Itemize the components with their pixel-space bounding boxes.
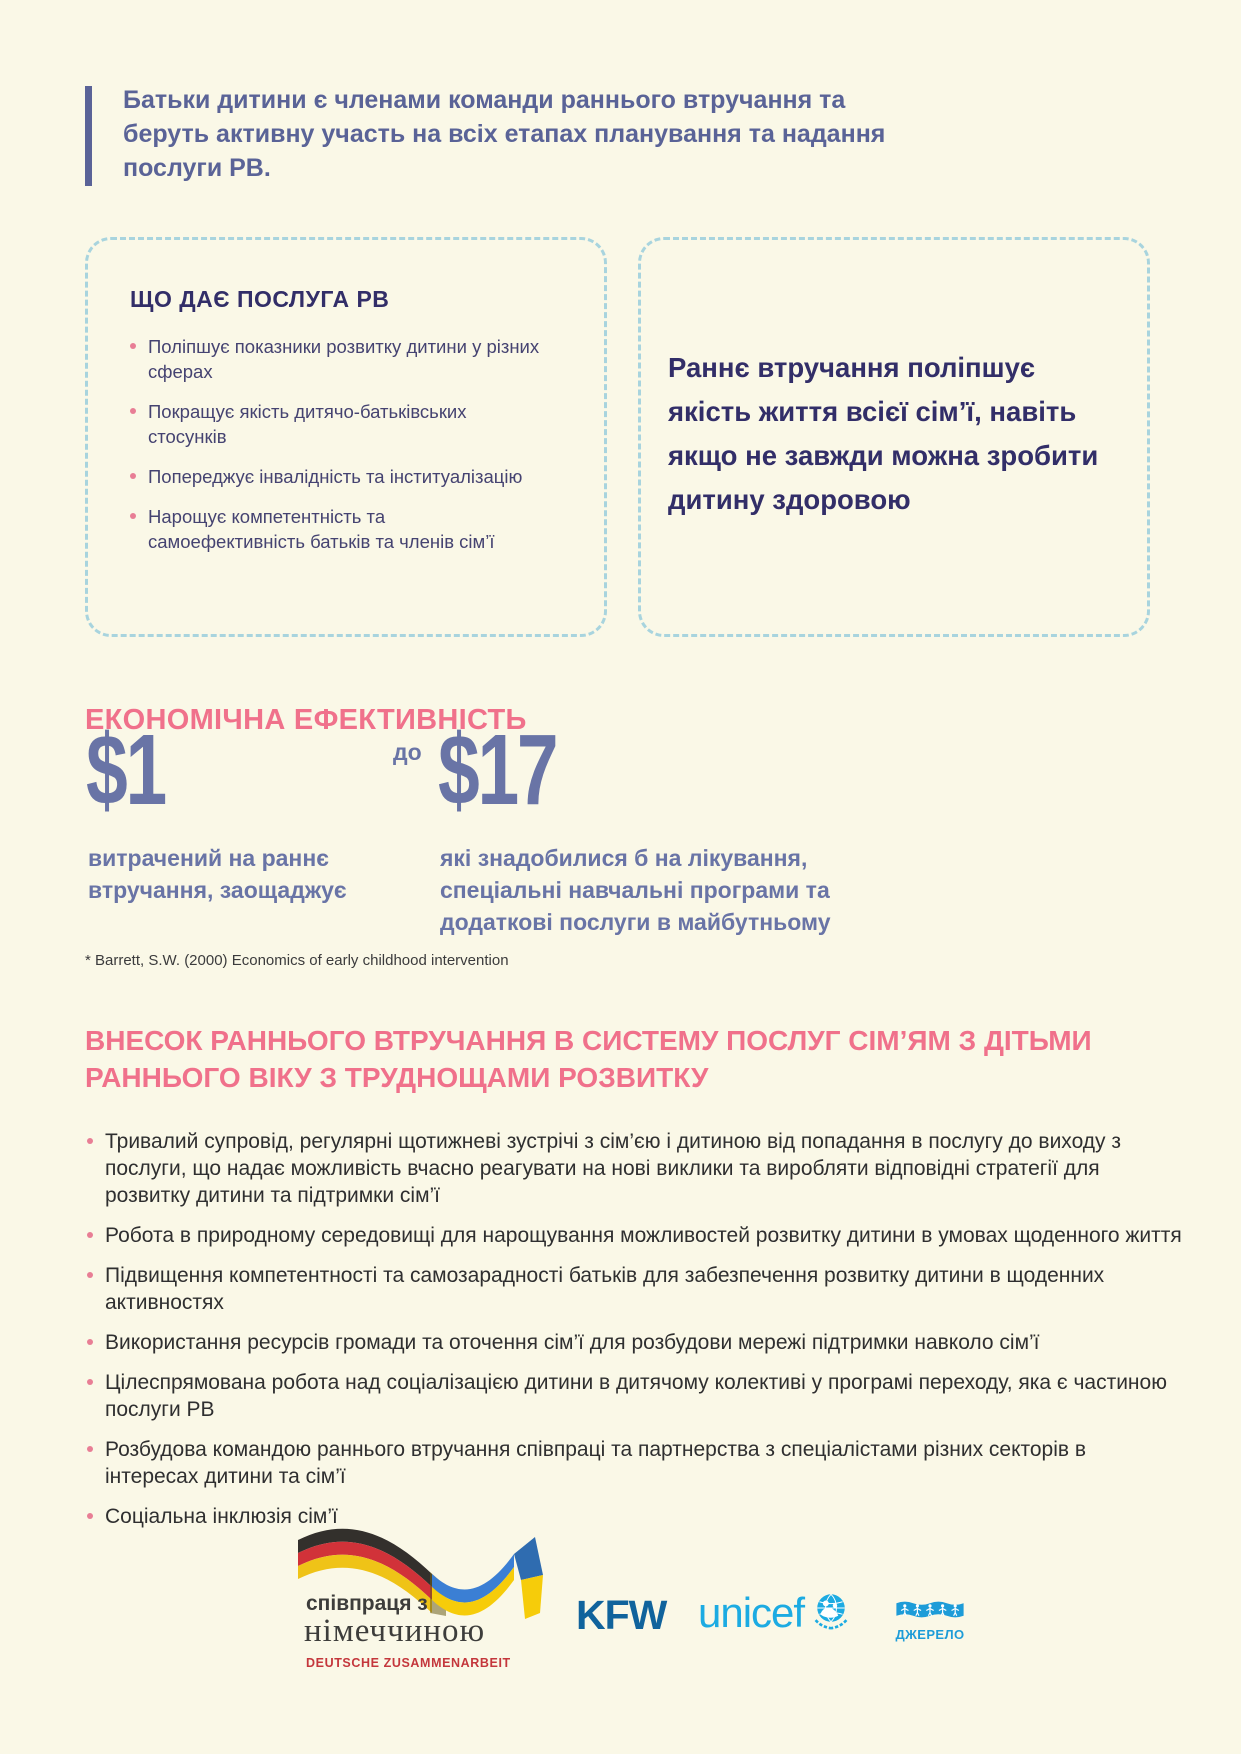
saved-caption: які знадобилися б на лікування, спеціальні навчальні програми та додаткові послуги в майбутньому xyxy=(440,845,831,935)
intro-quote: Батьки дитини є членами команди раннього втручання та беруть активну участь на всіх етапах планування та надання послуги РВ. xyxy=(123,86,886,182)
list-item xyxy=(85,1369,1185,1423)
benefit-text: Попереджує інвалідність та інституалізацію xyxy=(148,466,523,487)
contribution-text: Робота в природному середовищі для нарощування можливостей розвитку дитини в умовах щоденного життя xyxy=(105,1224,1182,1247)
cooperation-label: співпраця з xyxy=(306,1592,428,1615)
dzherelo-banner-icon xyxy=(896,1599,964,1620)
bullet-dot xyxy=(130,408,136,414)
list-item xyxy=(130,464,542,489)
benefits-box xyxy=(85,237,607,637)
dzherelo-wordmark: ДЖЕРЕЛО xyxy=(895,1627,965,1642)
amount-spent: $1 xyxy=(86,714,165,826)
bullet-dot xyxy=(87,1232,93,1238)
dzherelo-logo xyxy=(894,1599,966,1642)
contribution-title: ВНЕСОК РАННЬОГО ВТРУЧАННЯ В СИСТЕМУ ПОСЛУГ СІМ’ЯМ З ДІТЬМИ РАННЬОГО ВІКУ З ТРУДНОЩАМИ РОЗВИТКУ xyxy=(85,1025,1092,1093)
highlight-text: Раннє втручання поліпшує якість життя всієї сім’ї, навіть якщо не завжди можна зробити дитину здоровою xyxy=(668,352,1099,515)
list-item xyxy=(130,399,542,449)
bullet-dot xyxy=(130,473,136,479)
list-item xyxy=(130,334,542,384)
source-footnote: * Barrett, S.W. (2000) Economics of early childhood intervention xyxy=(85,952,509,969)
bullet-dot xyxy=(87,1339,93,1345)
contribution-text: Тривалий супровід, регулярні щотижневі зустрічі з сім’єю і дитиною від попадання в послугу до виходу з послуги, що надає можливість вчасно реагувати на нові виклики та виробляти відповідні стратегії для розвитку дитини та підтримки сім’ї xyxy=(105,1130,1121,1207)
bullet-dot xyxy=(87,1446,93,1452)
bullet-dot xyxy=(87,1379,93,1385)
contribution-text: Цілеспрямована робота над соціалізацією дитини в дитячому колективі у програмі переходу, яка є частиною послуги РВ xyxy=(105,1371,1167,1421)
benefits-list xyxy=(130,334,542,569)
quote-accent-bar xyxy=(85,86,92,186)
contribution-text: Підвищення компетентності та самозарадності батьків для забезпечення розвитку дитини в щоденних активностях xyxy=(105,1264,1105,1314)
cooperation-subtitle: DEUTSCHE ZUSAMMENARBEIT xyxy=(306,1656,511,1670)
spent-caption: витрачений на раннє втручання, заощаджує xyxy=(88,845,347,903)
bullet-dot xyxy=(87,1138,93,1144)
highlight-box xyxy=(638,237,1150,637)
benefit-text: Поліпшує показники розвитку дитини у різних сферах xyxy=(148,336,540,382)
amount-saved: $17 xyxy=(438,714,557,826)
benefit-text: Покращує якість дитячо-батьківських стосунків xyxy=(148,401,467,447)
bullet-dot xyxy=(130,513,136,519)
list-item xyxy=(85,1436,1185,1490)
kfw-logo: KFW xyxy=(576,1592,667,1638)
unicef-wordmark: unicef xyxy=(698,1589,805,1636)
list-item xyxy=(85,1262,1185,1316)
unicef-emblem-icon xyxy=(809,1591,853,1635)
contribution-text: Розбудова командою раннього втручання співпраці та партнерства з спеціалістами різних секторів в інтересах дитини та сім’ї xyxy=(105,1438,1087,1488)
list-item xyxy=(85,1503,1185,1530)
economics-title: ЕКОНОМІЧНА ЕФЕКТИВНІСТЬ xyxy=(85,704,527,736)
contribution-text: Соціальна інклюзія сім’ї xyxy=(105,1505,338,1528)
bullet-dot xyxy=(87,1513,93,1519)
bullet-dot xyxy=(87,1272,93,1278)
list-item xyxy=(130,504,542,554)
list-item xyxy=(85,1222,1185,1249)
contribution-list xyxy=(85,1128,1185,1543)
cooperation-wordmark: німеччиною xyxy=(304,1613,486,1649)
benefits-title: ЩО ДАЄ ПОСЛУГА РВ xyxy=(130,286,390,312)
to-label: до xyxy=(393,739,422,765)
list-item xyxy=(85,1128,1185,1209)
unicef-logo xyxy=(698,1589,853,1637)
bullet-dot xyxy=(130,343,136,349)
benefit-text: Нарощує компетентність та самоефективність батьків та членів сім’ї xyxy=(148,506,495,552)
list-item xyxy=(85,1329,1185,1356)
contribution-text: Використання ресурсів громади та оточення сім’ї для розбудови мережі підтримки навколо сім’ї xyxy=(105,1331,1040,1354)
